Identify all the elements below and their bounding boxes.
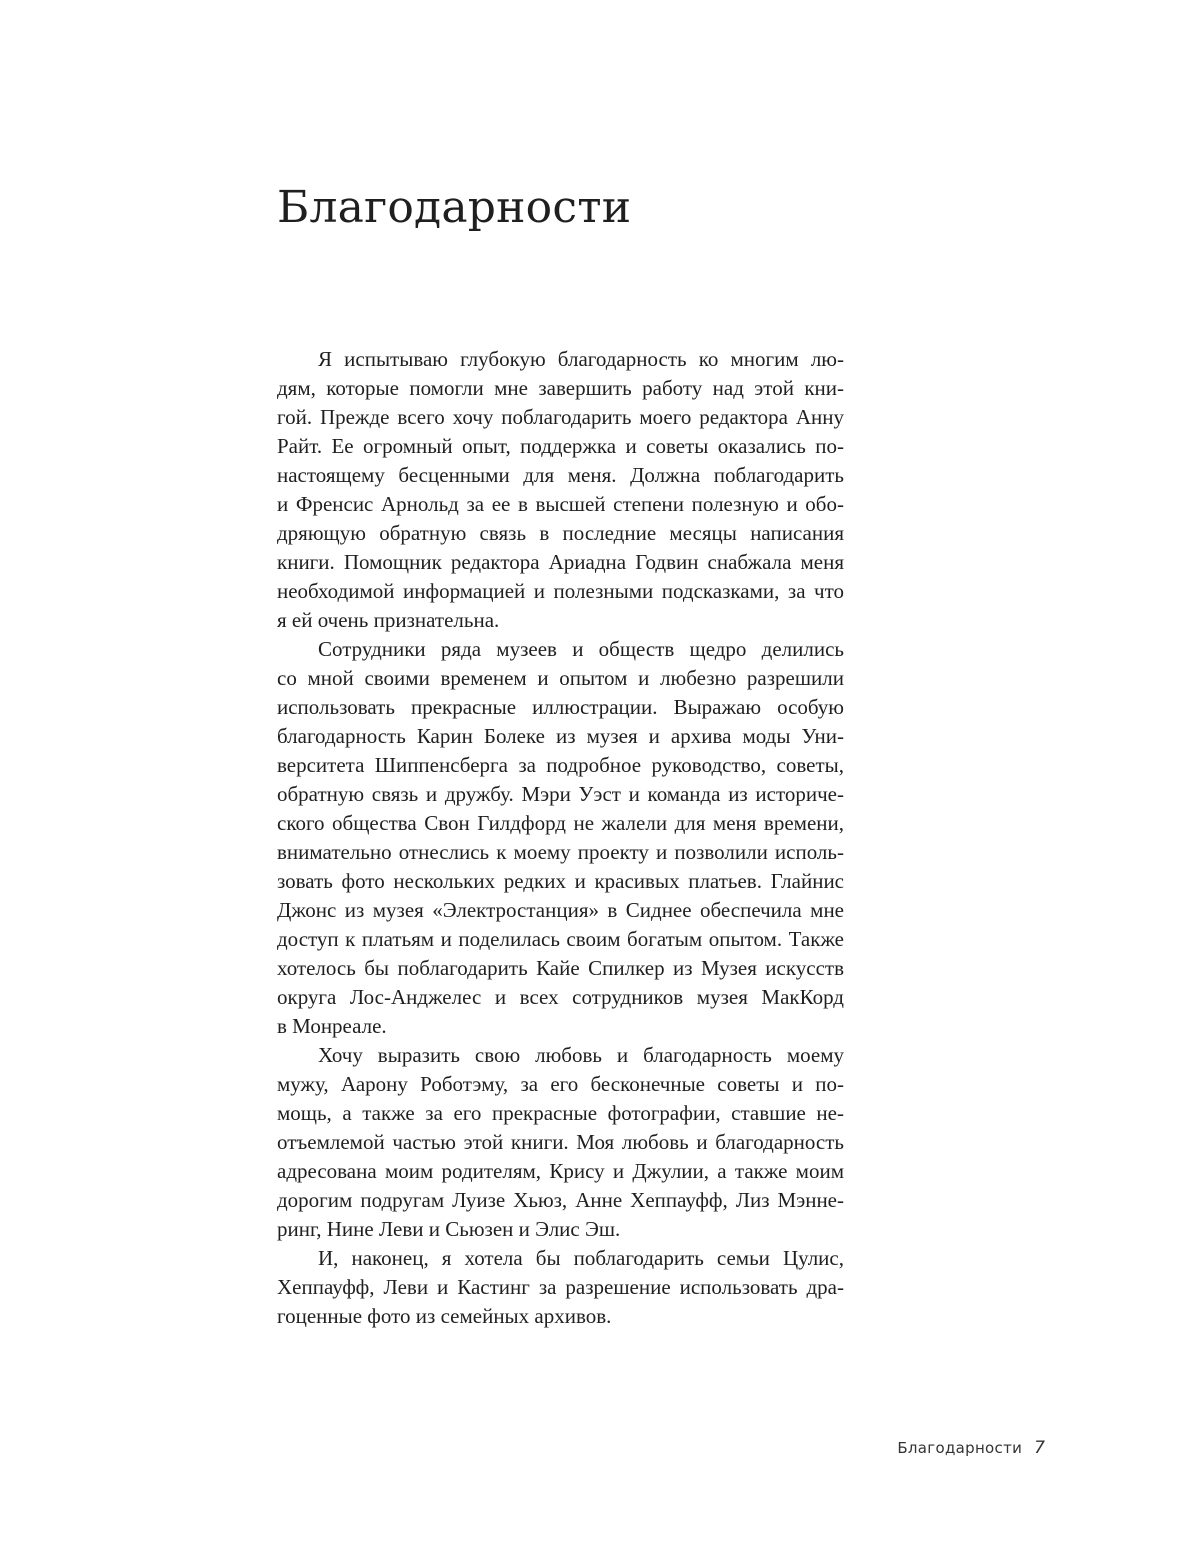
paragraph <box>277 1244 844 1331</box>
text-line: Хочу выразить свою любовь и благодарность моему <box>318 1043 844 1067</box>
text-line: книги. Помощник редактора Ариадна Годвин снабжала меня <box>277 550 844 574</box>
text-line: гоценные фото из семейных архивов. <box>277 1304 612 1328</box>
text-line: необходимой информацией и полезными подсказками, за что <box>277 579 844 603</box>
text-line: мужу, Аарону Роботэму, за его бесконечные советы и по- <box>277 1072 844 1096</box>
text-line: адресована моим родителям, Крису и Джулии, а также моим <box>277 1159 844 1183</box>
text-line: со мной своими временем и опытом и любезно разрешили <box>277 666 844 690</box>
text-line: доступ к платьям и поделилась своим богатым опытом. Также <box>277 927 844 951</box>
text-line: дорогим подругам Луизе Хьюз, Анне Хеппауфф, Лиз Мэнне- <box>277 1188 844 1212</box>
text-line: отъемлемой частью этой книги. Моя любовь и благодарность <box>277 1130 844 1154</box>
text-line: зовать фото нескольких редких и красивых платьев. Глайнис <box>277 869 844 893</box>
text-line: Джонс из музея «Электростанция» в Сиднее обеспечила мне <box>277 898 844 922</box>
text-line: Райт. Ее огромный опыт, поддержка и советы оказались по- <box>277 434 844 458</box>
text-line: гой. Прежде всего хочу поблагодарить моего редактора Анну <box>277 405 844 429</box>
paragraph <box>277 345 844 635</box>
text-line: дряющую обратную связь в последние месяцы написания <box>277 521 844 545</box>
footer-running-title: Благодарности <box>897 1439 1023 1457</box>
text-line: Сотрудники ряда музеев и обществ щедро делились <box>318 637 844 661</box>
text-line: Я испытываю глубокую благодарность ко многим лю- <box>318 347 844 371</box>
text-line: в Монреале. <box>277 1014 387 1038</box>
body-text <box>277 345 844 1331</box>
text-line: И, наконец, я хотела бы поблагодарить семьи Цулис, <box>318 1246 844 1270</box>
text-line: верситета Шиппенсберга за подробное руководство, советы, <box>277 753 844 777</box>
paragraph <box>277 1041 844 1244</box>
text-line: настоящему бесценными для меня. Должна поблагодарить <box>277 463 844 487</box>
text-line: мощь, а также за его прекрасные фотографии, ставшие не- <box>277 1101 844 1125</box>
page-number: 7 <box>1034 1438 1045 1458</box>
text-line: ринг, Нине Леви и Сьюзен и Элис Эш. <box>277 1217 621 1241</box>
text-line: использовать прекрасные иллюстрации. Выражаю особую <box>277 695 844 719</box>
text-line: округа Лос-Анджелес и всех сотрудников музея МакКорд <box>277 985 844 1009</box>
text-line: я ей очень признательна. <box>277 608 500 632</box>
running-footer <box>897 1438 1045 1458</box>
text-line: благодарность Карин Болеке из музея и архива моды Уни- <box>277 724 844 748</box>
text-line: дям, которые помогли мне завершить работу над этой кни- <box>277 376 844 400</box>
chapter-title: Благодарности <box>277 182 632 233</box>
text-line: внимательно отнеслись к моему проекту и позволили исполь- <box>277 840 844 864</box>
text-line: Хеппауфф, Леви и Кастинг за разрешение использовать дра- <box>277 1275 844 1299</box>
paragraph <box>277 635 844 1041</box>
text-line: ского общества Свон Гилдфорд не жалели для меня времени, <box>277 811 844 835</box>
text-line: и Френсис Арнольд за ее в высшей степени полезную и обо- <box>277 492 844 516</box>
text-line: обратную связь и дружбу. Мэри Уэст и команда из историче- <box>277 782 844 806</box>
text-line: хотелось бы поблагодарить Кайе Спилкер из Музея искусств <box>277 956 844 980</box>
